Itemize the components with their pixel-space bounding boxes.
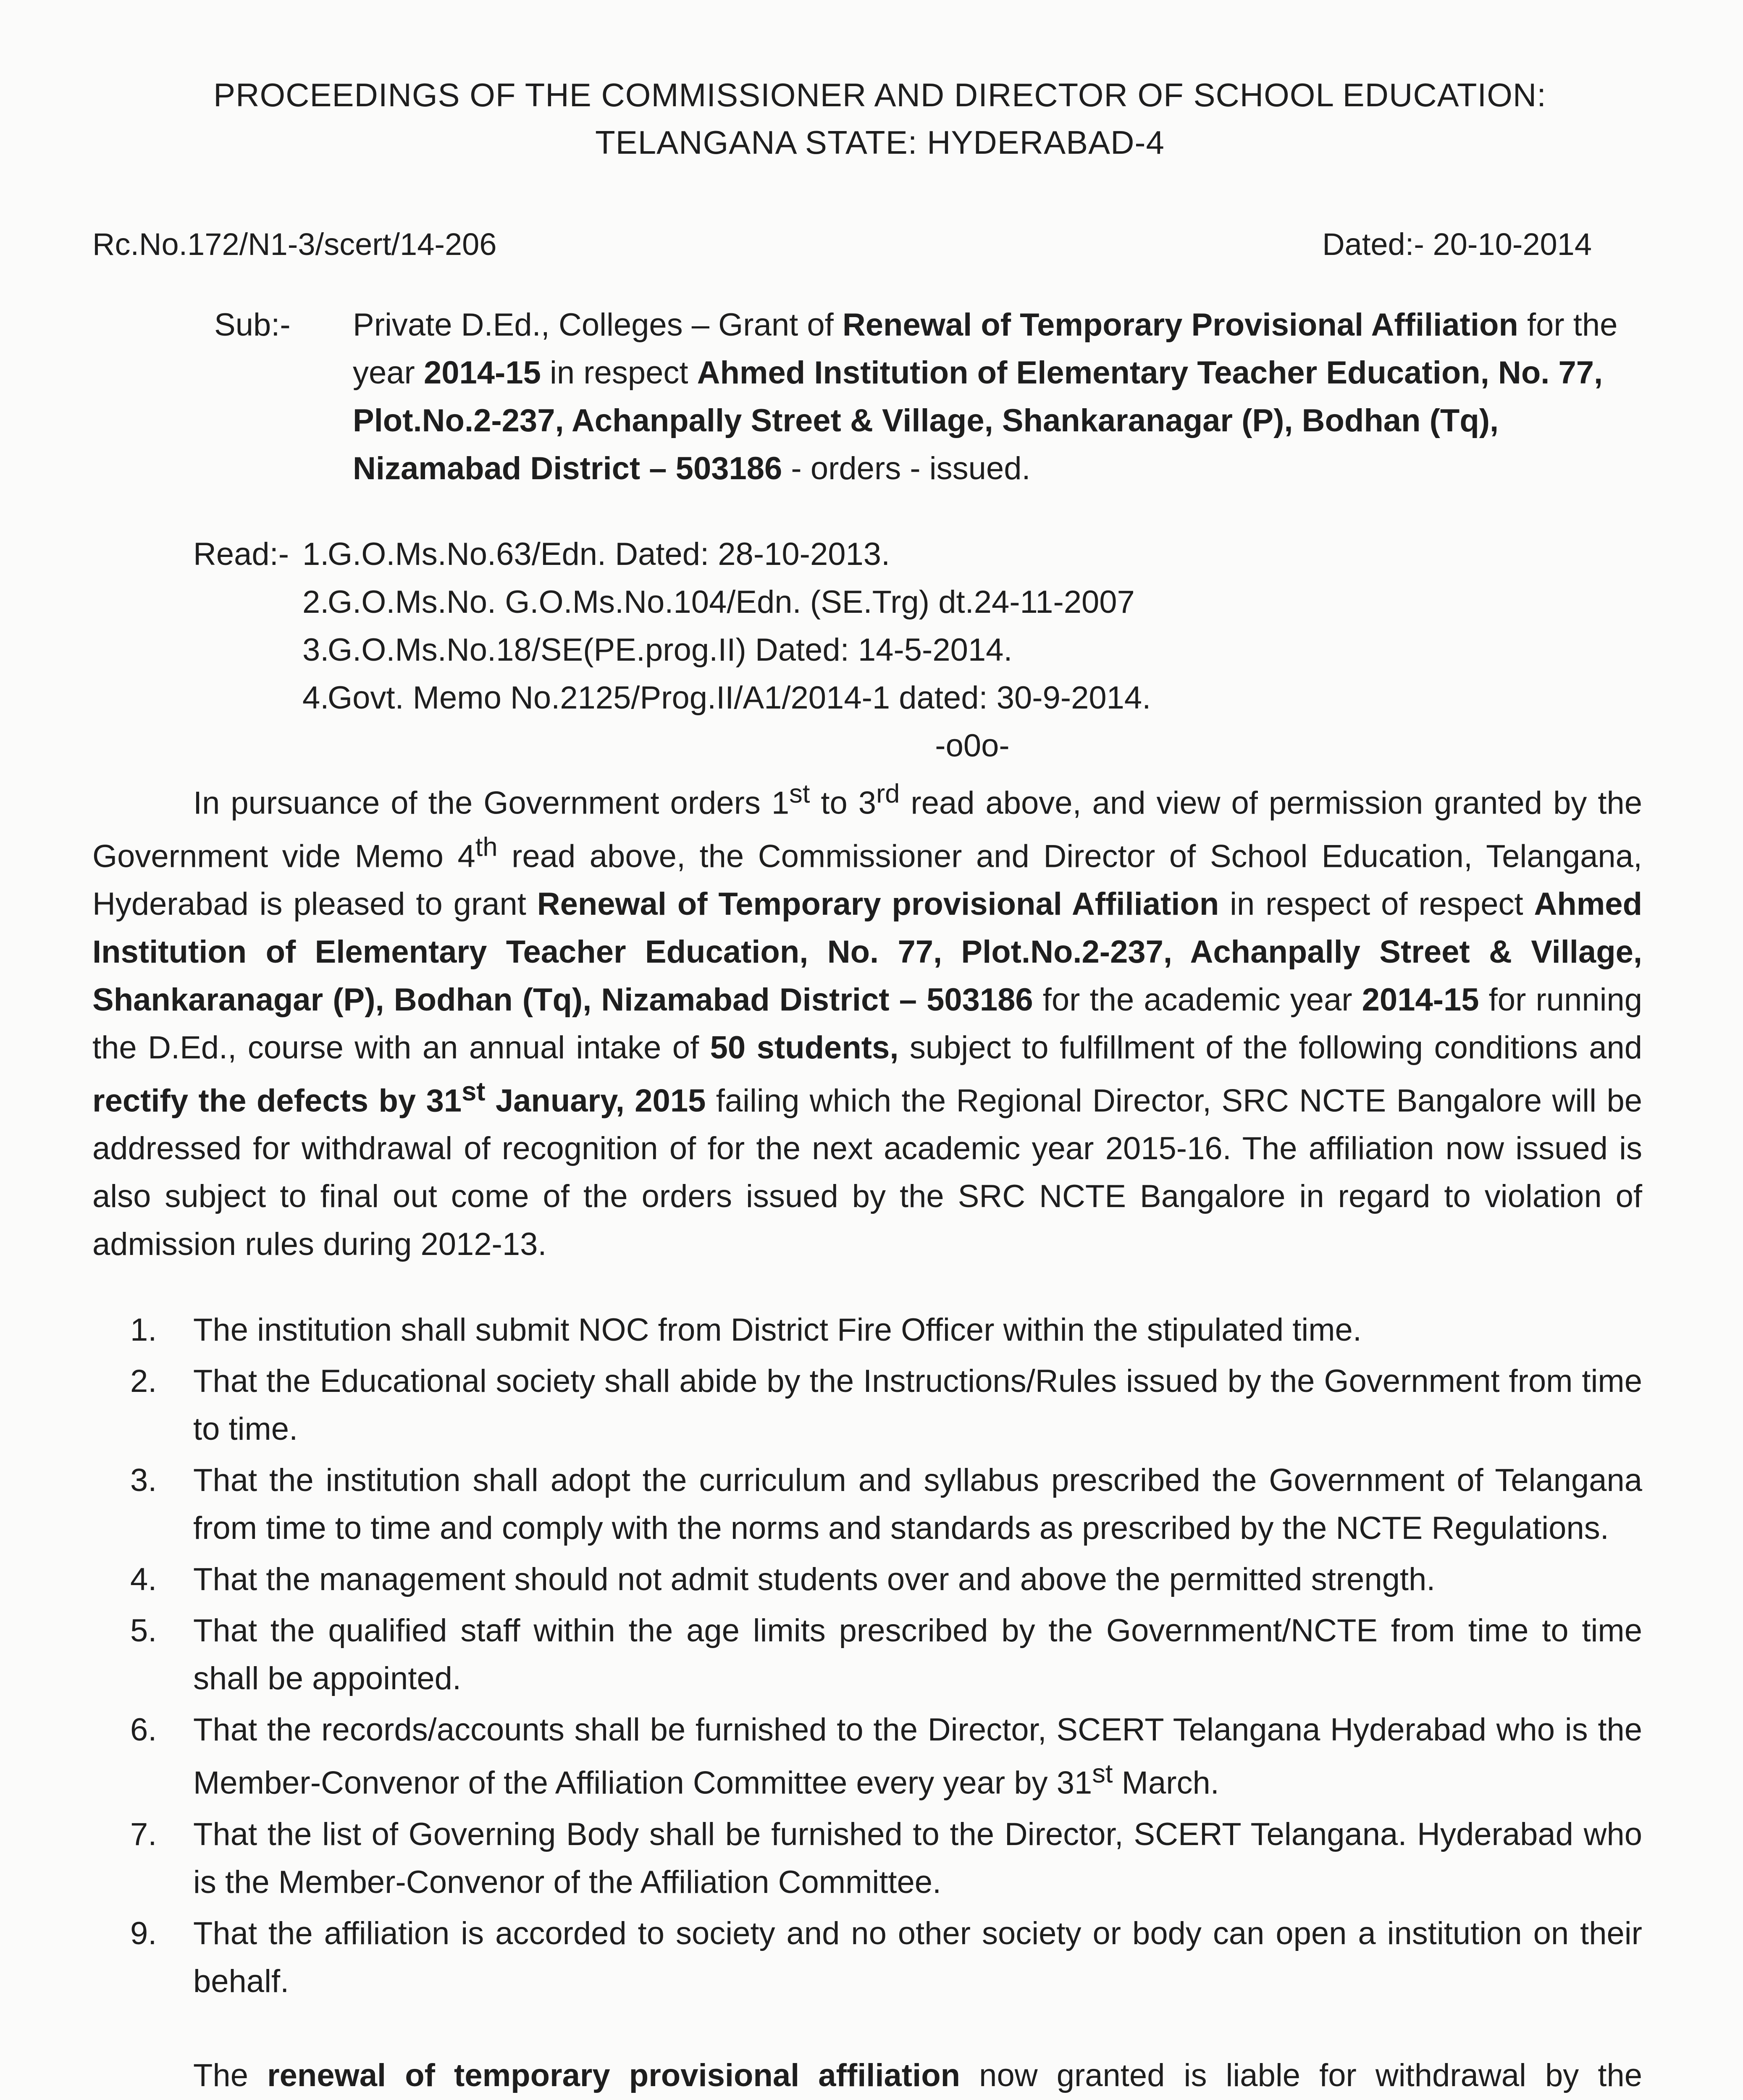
heading-line-1: PROCEEDINGS OF THE COMMISSIONER AND DIRECTOR OF SCHOOL EDUCATION: <box>213 76 1546 113</box>
document-heading <box>118 71 1642 166</box>
conditions-list <box>92 1306 1642 2005</box>
heading-line-2: TELANGANA STATE: HYDERABAD-4 <box>595 124 1165 161</box>
condition-item: 6. That the records/accounts shall be furnished to the Director, SCERT Telangana Hyderabad who is the Member-Convenor of the Affiliation Committee every year by 31st March. <box>130 1712 1642 1801</box>
read-references <box>92 530 1642 722</box>
condition-item: 1. The institution shall submit NOC from District Fire Officer within the stipulated time. <box>130 1312 1362 1348</box>
rc-number: Rc.No.172/N1-3/scert/14-206 <box>92 227 497 262</box>
condition-item: 7. That the list of Governing Body shall be furnished to the Director, SCERT Telangana. Hyderabad who is the Member-Convenor of the Affiliation Committee. <box>130 1816 1642 1900</box>
subject-section <box>92 301 1642 493</box>
subject-text: Private D.Ed., Colleges – Grant of Renewal of Temporary Provisional Affiliation for the year 2014-15 in respect Ahmed Institution of Elementary Teacher Education, No. 77, Plot.No.2-237, Achanpally Street & Village, Shankaranagar (P), Bodhan (Tq), Nizamabad District – 503186 - orders - issued. <box>353 307 1618 487</box>
read-item: 3. G.O.Ms.No.18/SE(PE.prog.II) Dated: 14-5-2014. <box>302 632 1013 668</box>
closing-paragraph: The renewal of temporary provisional affiliation now granted is liable for withdrawal by the <box>193 2057 1643 2093</box>
main-paragraph: In pursuance of the Government orders 1st to 3rd read above, and view of permission granted by the Government vide Memo 4th read above, the Commissioner and Director of School Education, Telangana, Hyderabad is pleased to grant Renewal of Temporary provisional Affiliation in respect of respect Ahmed Institution of Elementary Teacher Education, No. 77, Plot.No.2-237, Achanpally Street & Village, Shankaranagar (P), Bodhan (Tq), Nizamabad District – 503186 for the academic year 2014-15 for running the D.Ed., course with an annual intake of 50 students, subject to fulfillment of the following conditions and rectify the defects by 31st January, 2015 failing which the Regional Director, SRC NCTE Bangalore will be addressed for withdrawal of recognition of for the next academic year 2015-16. The affiliation now issued is also subject to final out come of the orders issued by the SRC NCTE Bangalore in regard to violation of admission rules during 2012-13. <box>92 779 1643 1263</box>
condition-item: 2. That the Educational society shall abide by the Instructions/Rules issued by the Government from time to time. <box>130 1363 1642 1447</box>
read-label: Read:- <box>193 536 289 572</box>
condition-item: 9. That the affiliation is accorded to society and no other society or body can open a institution on their behalf. <box>130 1915 1642 1999</box>
read-item: 1. G.O.Ms.No.63/Edn. Dated: 28-10-2013. <box>302 536 890 572</box>
condition-item: 4. That the management should not admit students over and above the permitted strength. <box>130 1562 1436 1598</box>
read-item: 2. G.O.Ms.No. G.O.Ms.No.104/Edn. (SE.Trg) dt.24-11-2007 <box>302 584 1135 620</box>
reference-line <box>92 221 1642 268</box>
date: Dated:- 20-10-2014 <box>1322 227 1592 262</box>
condition-item: 3. That the institution shall adopt the curriculum and syllabus prescribed the Government of Telangana from time to time and comply with the norms and standards as prescribed by the NCTE Regulations. <box>130 1462 1642 1546</box>
subject-label: Sub:- <box>214 307 291 343</box>
condition-item: 5. That the qualified staff within the age limits prescribed by the Government/NCTE from time to time shall be appointed. <box>130 1613 1642 1697</box>
read-item: 4. Govt. Memo No.2125/Prog.II/A1/2014-1 dated: 30-9-2014. <box>302 680 1151 716</box>
separator: -o0o- <box>935 728 1010 764</box>
read-list <box>302 530 1151 722</box>
